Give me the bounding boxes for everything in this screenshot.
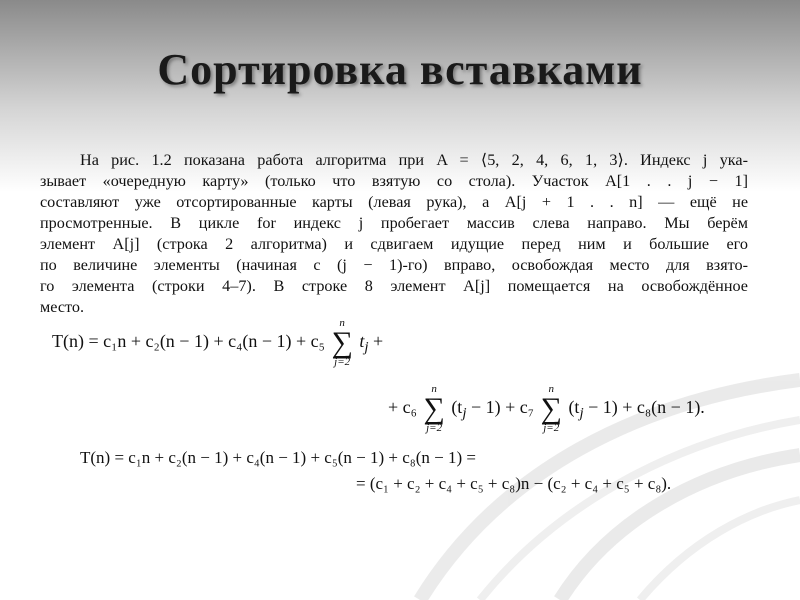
- formula-1-line-1: [52, 318, 383, 368]
- sum-upper-limit: n: [339, 317, 345, 329]
- summation-symbol: [541, 384, 562, 434]
- sum-lower-limit: j=2: [543, 422, 560, 434]
- sum-upper-limit: n: [548, 383, 554, 395]
- slide-title: Сортировка вставками: [157, 45, 643, 94]
- paragraph-line: На рис. 1.2 показана работа алгоритма при A = ⟨5, 2, 4, 6, 1, 3⟩. Индекс j ука-: [80, 151, 748, 169]
- formula-text: + c₆: [388, 397, 417, 418]
- sum-lower-limit: j=2: [334, 356, 351, 368]
- sigma-glyph: ∑: [540, 392, 562, 425]
- sum-lower-limit: j=2: [426, 422, 443, 434]
- formula-text: +: [373, 331, 384, 352]
- paragraph-line: по величине элементы (начиная с (j − 1)-го) вправо, освобождая место для взято-: [40, 256, 748, 274]
- summation-symbol: [331, 318, 352, 368]
- formula-subscript: j: [364, 339, 369, 356]
- sigma-glyph: ∑: [423, 392, 445, 425]
- formula-text: − 1) + c₈(n − 1).: [583, 397, 705, 418]
- summation-symbol: [423, 384, 444, 434]
- formula-text: (t: [451, 397, 463, 418]
- paragraph-line: зывает «очередную карту» (только что взятую со стола). Участок A[1 . . j − 1]: [40, 172, 748, 190]
- formula-2-line-1: T(n) = c₁n + c₂(n − 1) + c₄(n − 1) + c₅(n − 1) + c₈(n − 1) =: [80, 448, 476, 467]
- sigma-glyph: ∑: [331, 326, 353, 359]
- sum-upper-limit: n: [431, 383, 437, 395]
- paragraph-line: го элемента (строки 4–7). В строке 8 элемент A[j] помещается на освобождённое: [40, 277, 748, 295]
- formula-text: (t: [568, 397, 580, 418]
- formula-subscript: j: [462, 405, 467, 422]
- formula-2-line-2: = (c₁ + c₂ + c₄ + c₅ + c₈)n − (c₂ + c₄ + c₅ + c₈).: [356, 474, 672, 493]
- paragraph-line: элемент A[j] (строка 2 алгоритма) и сдвигаем идущие перед ним и большие его: [40, 235, 748, 253]
- formula-text: T(n) = c₁n + c₂(n − 1) + c₄(n − 1) + c₅: [52, 331, 325, 352]
- paragraph-line: просмотренные. В цикле for индекс j пробегает массив слева направо. Мы берём: [40, 214, 748, 232]
- formula-text: − 1) + c₇: [466, 397, 535, 418]
- formula-text: t: [359, 331, 365, 352]
- paragraph-line: составляют уже отсортированные карты (левая рука), а A[j + 1 . . n] — ещё не: [40, 193, 748, 211]
- formula-1-line-2: [388, 384, 705, 434]
- body-paragraph: [40, 150, 748, 318]
- paragraph-line: место.: [40, 298, 85, 316]
- formula-subscript: j: [579, 405, 584, 422]
